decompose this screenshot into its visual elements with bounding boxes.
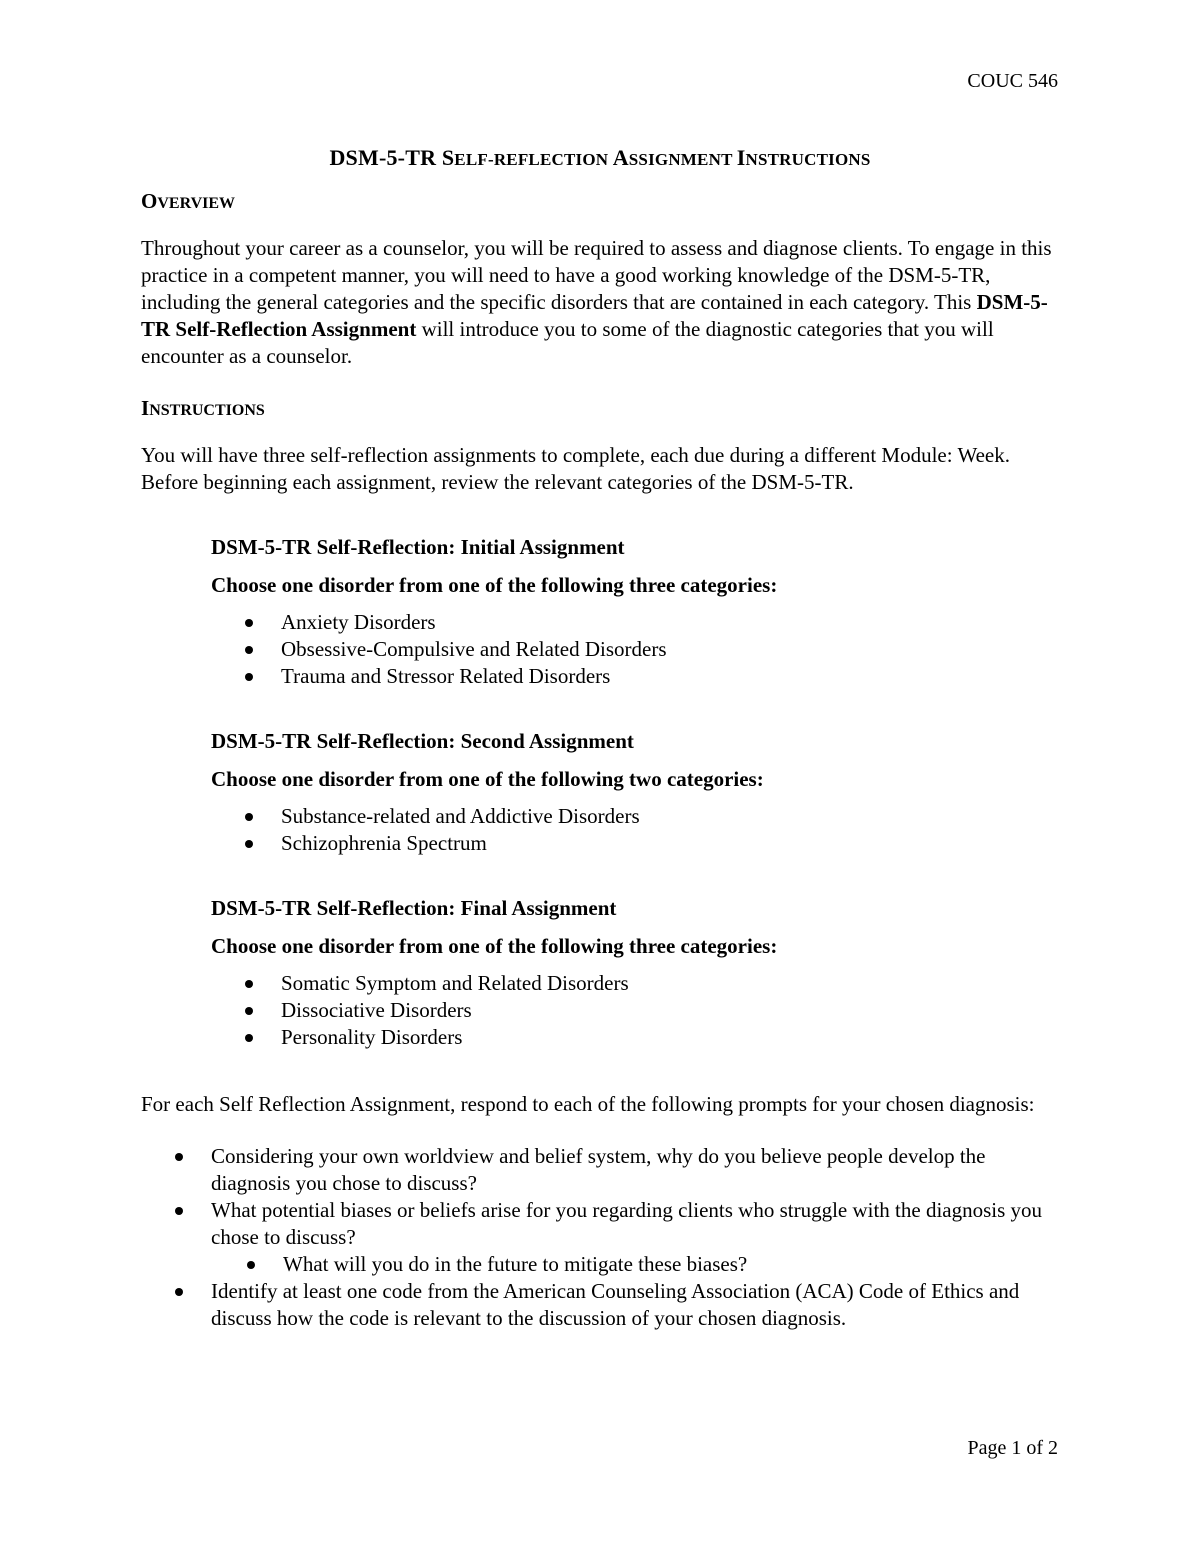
assignment-instruction: Choose one disorder from one of the following three categories: — [211, 573, 778, 597]
prompts-list — [141, 1143, 1066, 1332]
category-list — [211, 970, 1066, 1051]
list-item: Somatic Symptom and Related Disorders — [281, 970, 1066, 997]
sub-prompt-item: What will you do in the future to mitigate these biases? — [283, 1251, 1066, 1278]
prompt-item: Considering your own worldview and belief system, why do you believe people develop the diagnosis you chose to discuss? — [211, 1143, 1066, 1197]
list-item: Obsessive-Compulsive and Related Disorders — [281, 636, 1066, 663]
assignment-instruction: Choose one disorder from one of the following two categories: — [211, 767, 764, 791]
list-item: Substance-related and Addictive Disorders — [281, 803, 1066, 830]
assignment-title: DSM-5-TR Self-Reflection: Initial Assignment — [211, 535, 625, 559]
course-code: COUC 546 — [967, 70, 1058, 92]
instructions-paragraph: You will have three self-reflection assignments to complete, each due during a different Module: Week. Before beginning each assignment, review the relevant categories of the DSM-5-TR. — [141, 443, 1010, 494]
overview-paragraph: Throughout your career as a counselor, you will be required to assess and diagnose clients. To engage in this practice in a competent manner, you will need to have a good working knowledge of the DSM-5-TR, including the general categories and the specific disorders that are contained in each category. This DSM-5-TR Self-Reflection Assignment will introduce you to some of the diagnostic categories that you will encounter as a counselor. — [141, 236, 1052, 368]
sub-prompt-list — [211, 1251, 1066, 1278]
prompt-item: What potential biases or beliefs arise for you regarding clients who struggle with the diagnosis you chose to discuss? What will you do in the future to mitigate these biases? — [211, 1197, 1066, 1278]
document-body — [141, 188, 1066, 1332]
category-list — [211, 609, 1066, 690]
instructions-heading: INSTRUCTIONS — [141, 396, 265, 420]
document-title: DSM-5-TR SELF-REFLECTION ASSIGNMENT INSTRUCTIONS — [329, 145, 871, 170]
list-item: Anxiety Disorders — [281, 609, 1066, 636]
assignment-title: DSM-5-TR Self-Reflection: Final Assignment — [211, 896, 617, 920]
prompts-intro: For each Self Reflection Assignment, respond to each of the following prompts for your chosen diagnosis: — [141, 1092, 1035, 1116]
list-item: Personality Disorders — [281, 1024, 1066, 1051]
assignment-title: DSM-5-TR Self-Reflection: Second Assignment — [211, 729, 634, 753]
assignment-instruction: Choose one disorder from one of the following three categories: — [211, 934, 778, 958]
page-number: Page 1 of 2 — [967, 1437, 1058, 1459]
initial-assignment-section — [211, 534, 1066, 690]
final-assignment-section — [211, 895, 1066, 1051]
list-item: Trauma and Stressor Related Disorders — [281, 663, 1066, 690]
category-list — [211, 803, 1066, 857]
second-assignment-section — [211, 728, 1066, 857]
list-item: Dissociative Disorders — [281, 997, 1066, 1024]
prompt-item: Identify at least one code from the American Counseling Association (ACA) Code of Ethics and discuss how the code is relevant to the discussion of your chosen diagnosis. — [211, 1278, 1066, 1332]
overview-heading: OVERVIEW — [141, 189, 236, 213]
list-item: Schizophrenia Spectrum — [281, 830, 1066, 857]
